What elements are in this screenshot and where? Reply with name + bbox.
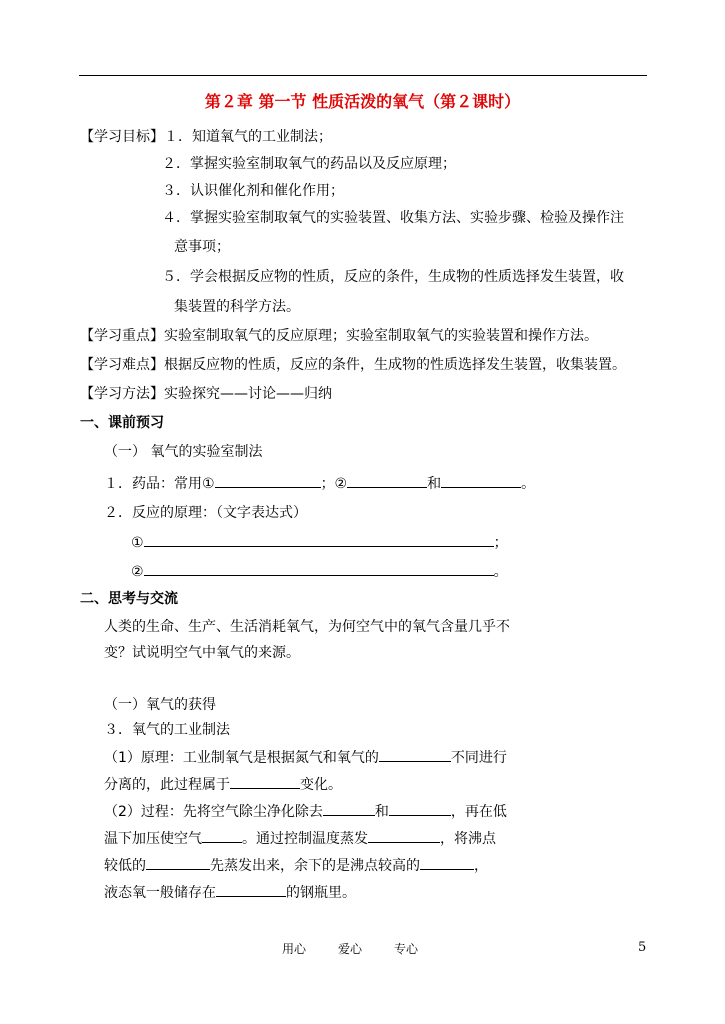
- method-label: 【学习方法】: [80, 386, 164, 402]
- section1-subheading: （一） 氧气的实验室制法: [104, 444, 263, 460]
- process-line: [104, 882, 356, 903]
- difficulties-label: 【学习难点】: [80, 357, 164, 373]
- fill-blank[interactable]: [379, 747, 451, 762]
- text: 的钢瓶里。: [286, 885, 356, 901]
- difficulties-text: 根据反应物的性质，反应的条件，生成物的性质选择发生装置，收集装置。: [164, 357, 626, 373]
- principle-line: [104, 774, 342, 795]
- text: 变化。: [300, 777, 342, 793]
- text: （2）过程：先将空气除尘净化除去: [104, 804, 323, 820]
- section1-heading: 一、课前预习: [80, 415, 164, 431]
- punctuation: 。: [493, 564, 508, 580]
- text: 。通过控制温度蒸发: [242, 831, 368, 847]
- fill-blank[interactable]: [420, 855, 474, 870]
- footer-left: 用心: [282, 942, 307, 956]
- page-title: 第２章 第一节 性质活泼的氧气（第２课时）: [204, 92, 521, 111]
- fill-blank[interactable]: [323, 801, 375, 816]
- process-line: [104, 855, 488, 876]
- q1-text: ；②: [320, 476, 348, 492]
- q1-text: １．药品：常用①: [104, 476, 215, 492]
- fill-blank[interactable]: [215, 473, 321, 488]
- paragraph-line: 人类的生命、生产、生活消耗氧气，为何空气中的氧气含量几乎不: [104, 619, 510, 635]
- key-points-text: 实验室制取氧气的反应原理；实验室制取氧气的实验装置和操作方法。: [164, 328, 598, 344]
- section2-subheading: （一）氧气的获得: [104, 697, 216, 713]
- text: 和: [374, 804, 389, 820]
- text: 温下加压使空气: [104, 831, 202, 847]
- method-text: 实验探究——讨论——归纳: [164, 386, 332, 402]
- fill-blank[interactable]: [368, 828, 440, 843]
- difficulties-line: [80, 355, 626, 375]
- text: ，再在低: [450, 804, 507, 820]
- objective-item: 意事项；: [174, 239, 230, 255]
- fill-blank[interactable]: [144, 561, 494, 576]
- text: 先蒸发出来，余下的是沸点较高的: [210, 858, 420, 874]
- circled-number: ②: [131, 564, 144, 580]
- text: 分离的，此过程属于: [104, 777, 230, 793]
- principle-line: [104, 747, 507, 768]
- punctuation: ；: [493, 535, 508, 551]
- section2-heading: 二、思考与交流: [80, 591, 178, 607]
- fill-blank[interactable]: [347, 473, 427, 488]
- q1-line: [104, 473, 535, 494]
- reaction-line-1: [131, 532, 508, 553]
- header-rule: [79, 75, 647, 76]
- objectives-line: [80, 127, 332, 147]
- text: 较低的: [104, 858, 146, 874]
- text: ，将沸点: [440, 831, 496, 847]
- fill-blank[interactable]: [146, 855, 210, 870]
- objective-item: ３．认识催化剂和催化作用；: [162, 183, 344, 199]
- key-points-label: 【学习重点】: [80, 328, 164, 344]
- footer-mid: 爱心: [338, 942, 363, 956]
- key-points-line: [80, 326, 598, 346]
- reaction-line-2: [131, 561, 508, 582]
- text: 不同进行: [450, 750, 507, 766]
- process-line: [104, 801, 507, 822]
- method-line: [80, 384, 332, 404]
- process-line: [104, 828, 496, 849]
- objective-item: ２．掌握实验室制取氧气的药品以及反应原理；: [162, 156, 456, 172]
- fill-blank[interactable]: [389, 801, 451, 816]
- objective-item: １．知道氧气的工业制法；: [164, 129, 332, 145]
- fill-blank[interactable]: [230, 774, 300, 789]
- objectives-label: 【学习目标】: [80, 129, 164, 145]
- objective-item: 集装置的科学方法。: [174, 299, 300, 315]
- fill-blank[interactable]: [144, 532, 494, 547]
- q2-line: ２．反应的原理：（文字表达式）: [104, 505, 307, 521]
- fill-blank[interactable]: [441, 473, 521, 488]
- text: 液态氧一般储存在: [104, 885, 216, 901]
- objective-item: ４．掌握实验室制取氧气的实验装置、收集方法、实验步骤、检验及操作注: [162, 210, 624, 226]
- fill-blank[interactable]: [202, 828, 242, 843]
- q1-text: 。: [521, 476, 536, 492]
- fill-blank[interactable]: [216, 882, 286, 897]
- page-number: 5: [638, 940, 647, 955]
- text: ，: [474, 858, 488, 874]
- text: （1）原理：工业制氧气是根据氮气和氧气的: [104, 750, 379, 766]
- objective-item: ５．学会根据反应物的性质，反应的条件，生成物的性质选择发生装置，收: [162, 269, 624, 285]
- footer-right: 专心: [394, 942, 419, 956]
- item-heading: ３．氧气的工业制法: [104, 722, 230, 738]
- q1-text: 和: [427, 476, 442, 492]
- paragraph-line: 变？试说明空气中氧气的来源。: [104, 645, 300, 661]
- circled-number: ①: [131, 535, 144, 551]
